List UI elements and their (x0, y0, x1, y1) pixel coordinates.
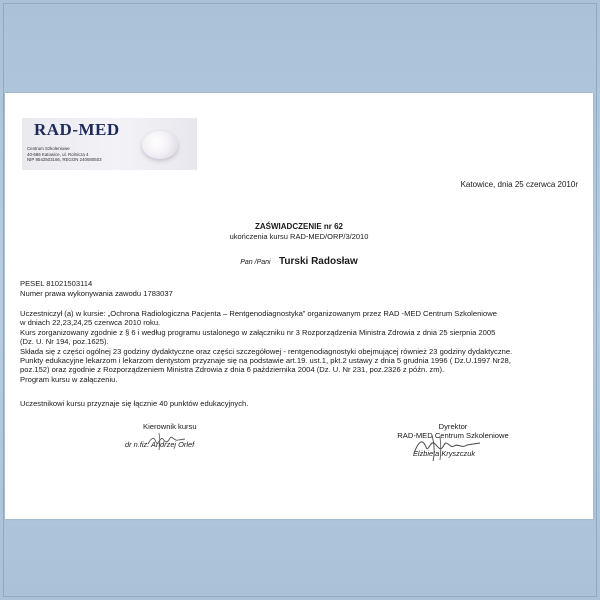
description-line: Kurs zorganizowany zgodnie z § 6 i według programu ustalonego w załączniku nr 3 Rozporządzenia Ministra Zdrowia z dnia 25 sierpnia 2005 (20, 327, 496, 337)
logo-address (27, 146, 102, 163)
certificate-sheet (5, 93, 593, 519)
description-line: Punkty edukacyjne lekarzom i lekarzom dentystom przyznaje się na podstawie art.19. ust.1, pkt.2 ustawy z dnia 5 grudnia 1996 ( Dz.U.1997 Nr28, (20, 356, 511, 366)
logo-address-line: Centrum Szkoleniowe (27, 146, 70, 151)
logo-title: RAD-MED (34, 120, 120, 139)
description-line: Uczestniczył (a) w kursie: „Ochrona Radiologiczna Pacjenta – Rentgenodiagnostyka” organizowanym przez RAD -MED Centrum Szkoleniowe (20, 309, 497, 318)
recipient-name: Turski Radosław (279, 256, 358, 267)
certificate-subtitle: ukończenia kursu RAD-MED/ORP/3/2010 (229, 232, 369, 241)
certificate-title: ZAŚWIADCZENIE nr 62 (254, 222, 343, 231)
director-signature-block (383, 422, 523, 458)
pesel-number: PESEL 81021503114 (20, 279, 93, 288)
course-description (20, 309, 585, 384)
description-line: Składa się z części ogólnej 23 godziny dydaktyczne oraz części szczegółowej - rentgenodiagnostyki obejmującej również 23 godziny dydaktyczne. (20, 346, 513, 356)
rad-med-logo (22, 118, 197, 170)
logo-address-line: NIP 9542503166, REGON 240680503 (27, 157, 102, 163)
director-name: Elżbieta Kryszczuk (413, 449, 476, 458)
identity-block (20, 279, 173, 298)
recipient-prefix: Pan /Pani (240, 259, 271, 266)
course-manager-signature-block (125, 422, 225, 449)
description-line: w dniach 22,23,24,25 czerwca 2010 roku. (20, 318, 161, 328)
license-number: Numer prawa wykonywania zawodu 1783037 (20, 288, 173, 298)
logo-address-line: 40-686 Katowice, ul. Rolnicza 4 (27, 151, 89, 157)
description-line: poz.152) oraz zgodnie z Rozporządzeniem Ministra Zdrowia z dnia 6 października 2004 (Dz. U. Nr 231, poz.2326 z późn. zm). (20, 365, 445, 375)
director-role: Dyrektor (438, 422, 468, 431)
director-organization: RAD-MED Centrum Szkoleniowe (397, 431, 509, 440)
issue-date: Katowice, dnia 25 czerwca 2010r (460, 180, 578, 189)
course-manager-role: Kierownik kursu (143, 422, 197, 431)
recipient-line (5, 251, 593, 269)
course-manager-name: dr n.fiz. Andrzej Orlef (125, 440, 195, 449)
education-points: Uczestnikowi kursu przyznaje się łącznie 40 punktów edukacyjnych. (20, 399, 249, 408)
logo-egg-graphic (142, 131, 178, 159)
description-line: Program kursu w załączeniu. (20, 374, 118, 384)
description-line: (Dz. U. Nr 194, poz.1625). (20, 337, 109, 347)
